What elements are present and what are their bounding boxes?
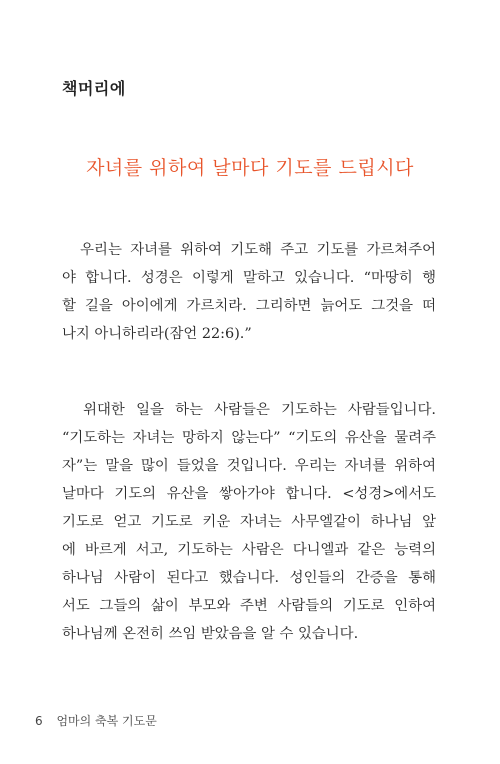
- paragraph-line: “기도하는 자녀는 망하지 않는다” “기도의 유산을 물려주: [62, 430, 436, 446]
- paragraph-line: 위대한 일을 하는 사람들은 기도하는 사람들입니다.: [62, 402, 436, 418]
- paragraph-line: 하나님께 온전히 쓰임 받았음을 알 수 있습니다.: [62, 626, 359, 642]
- page-footer: [35, 712, 157, 729]
- page-number: 6: [35, 714, 43, 728]
- paragraph-line: 우리는 자녀를 위하여 기도해 주고 기도를 가르쳐주어: [62, 242, 436, 258]
- paragraph-line: 날마다 기도의 유산을 쌓아가야 합니다. <성경>에서도: [62, 486, 436, 502]
- section-label: 책머리에: [62, 79, 126, 98]
- paragraph-line: 하나님 사람이 된다고 했습니다. 성인들의 간증을 통해: [62, 570, 436, 586]
- paragraph-line: 자”는 말을 많이 들었을 것입니다. 우리는 자녀를 위하여: [62, 458, 436, 474]
- paragraph-2: [62, 396, 436, 648]
- paragraph-1: [62, 236, 436, 348]
- paragraph-line: 기도로 얻고 기도로 키운 자녀는 사무엘같이 하나님 앞: [62, 514, 436, 530]
- paragraph-line: 서도 그들의 삶이 부모와 주변 사람들의 기도로 인하여: [62, 598, 436, 614]
- paragraph-line: 나지 아니하리라(잠언 22:6).”: [62, 326, 252, 342]
- page-title: 자녀를 위하여 날마다 기도를 드립시다: [86, 157, 414, 179]
- book-title: 엄마의 축복 기도문: [56, 714, 157, 728]
- paragraph-line: 에 바르게 서고, 기도하는 사람은 다니엘과 같은 능력의: [62, 542, 436, 558]
- paragraph-line: 야 합니다. 성경은 이렇게 말하고 있습니다. “마땅히 행: [62, 270, 436, 286]
- paragraph-line: 할 길을 아이에게 가르치라. 그리하면 늙어도 그것을 떠: [62, 298, 436, 314]
